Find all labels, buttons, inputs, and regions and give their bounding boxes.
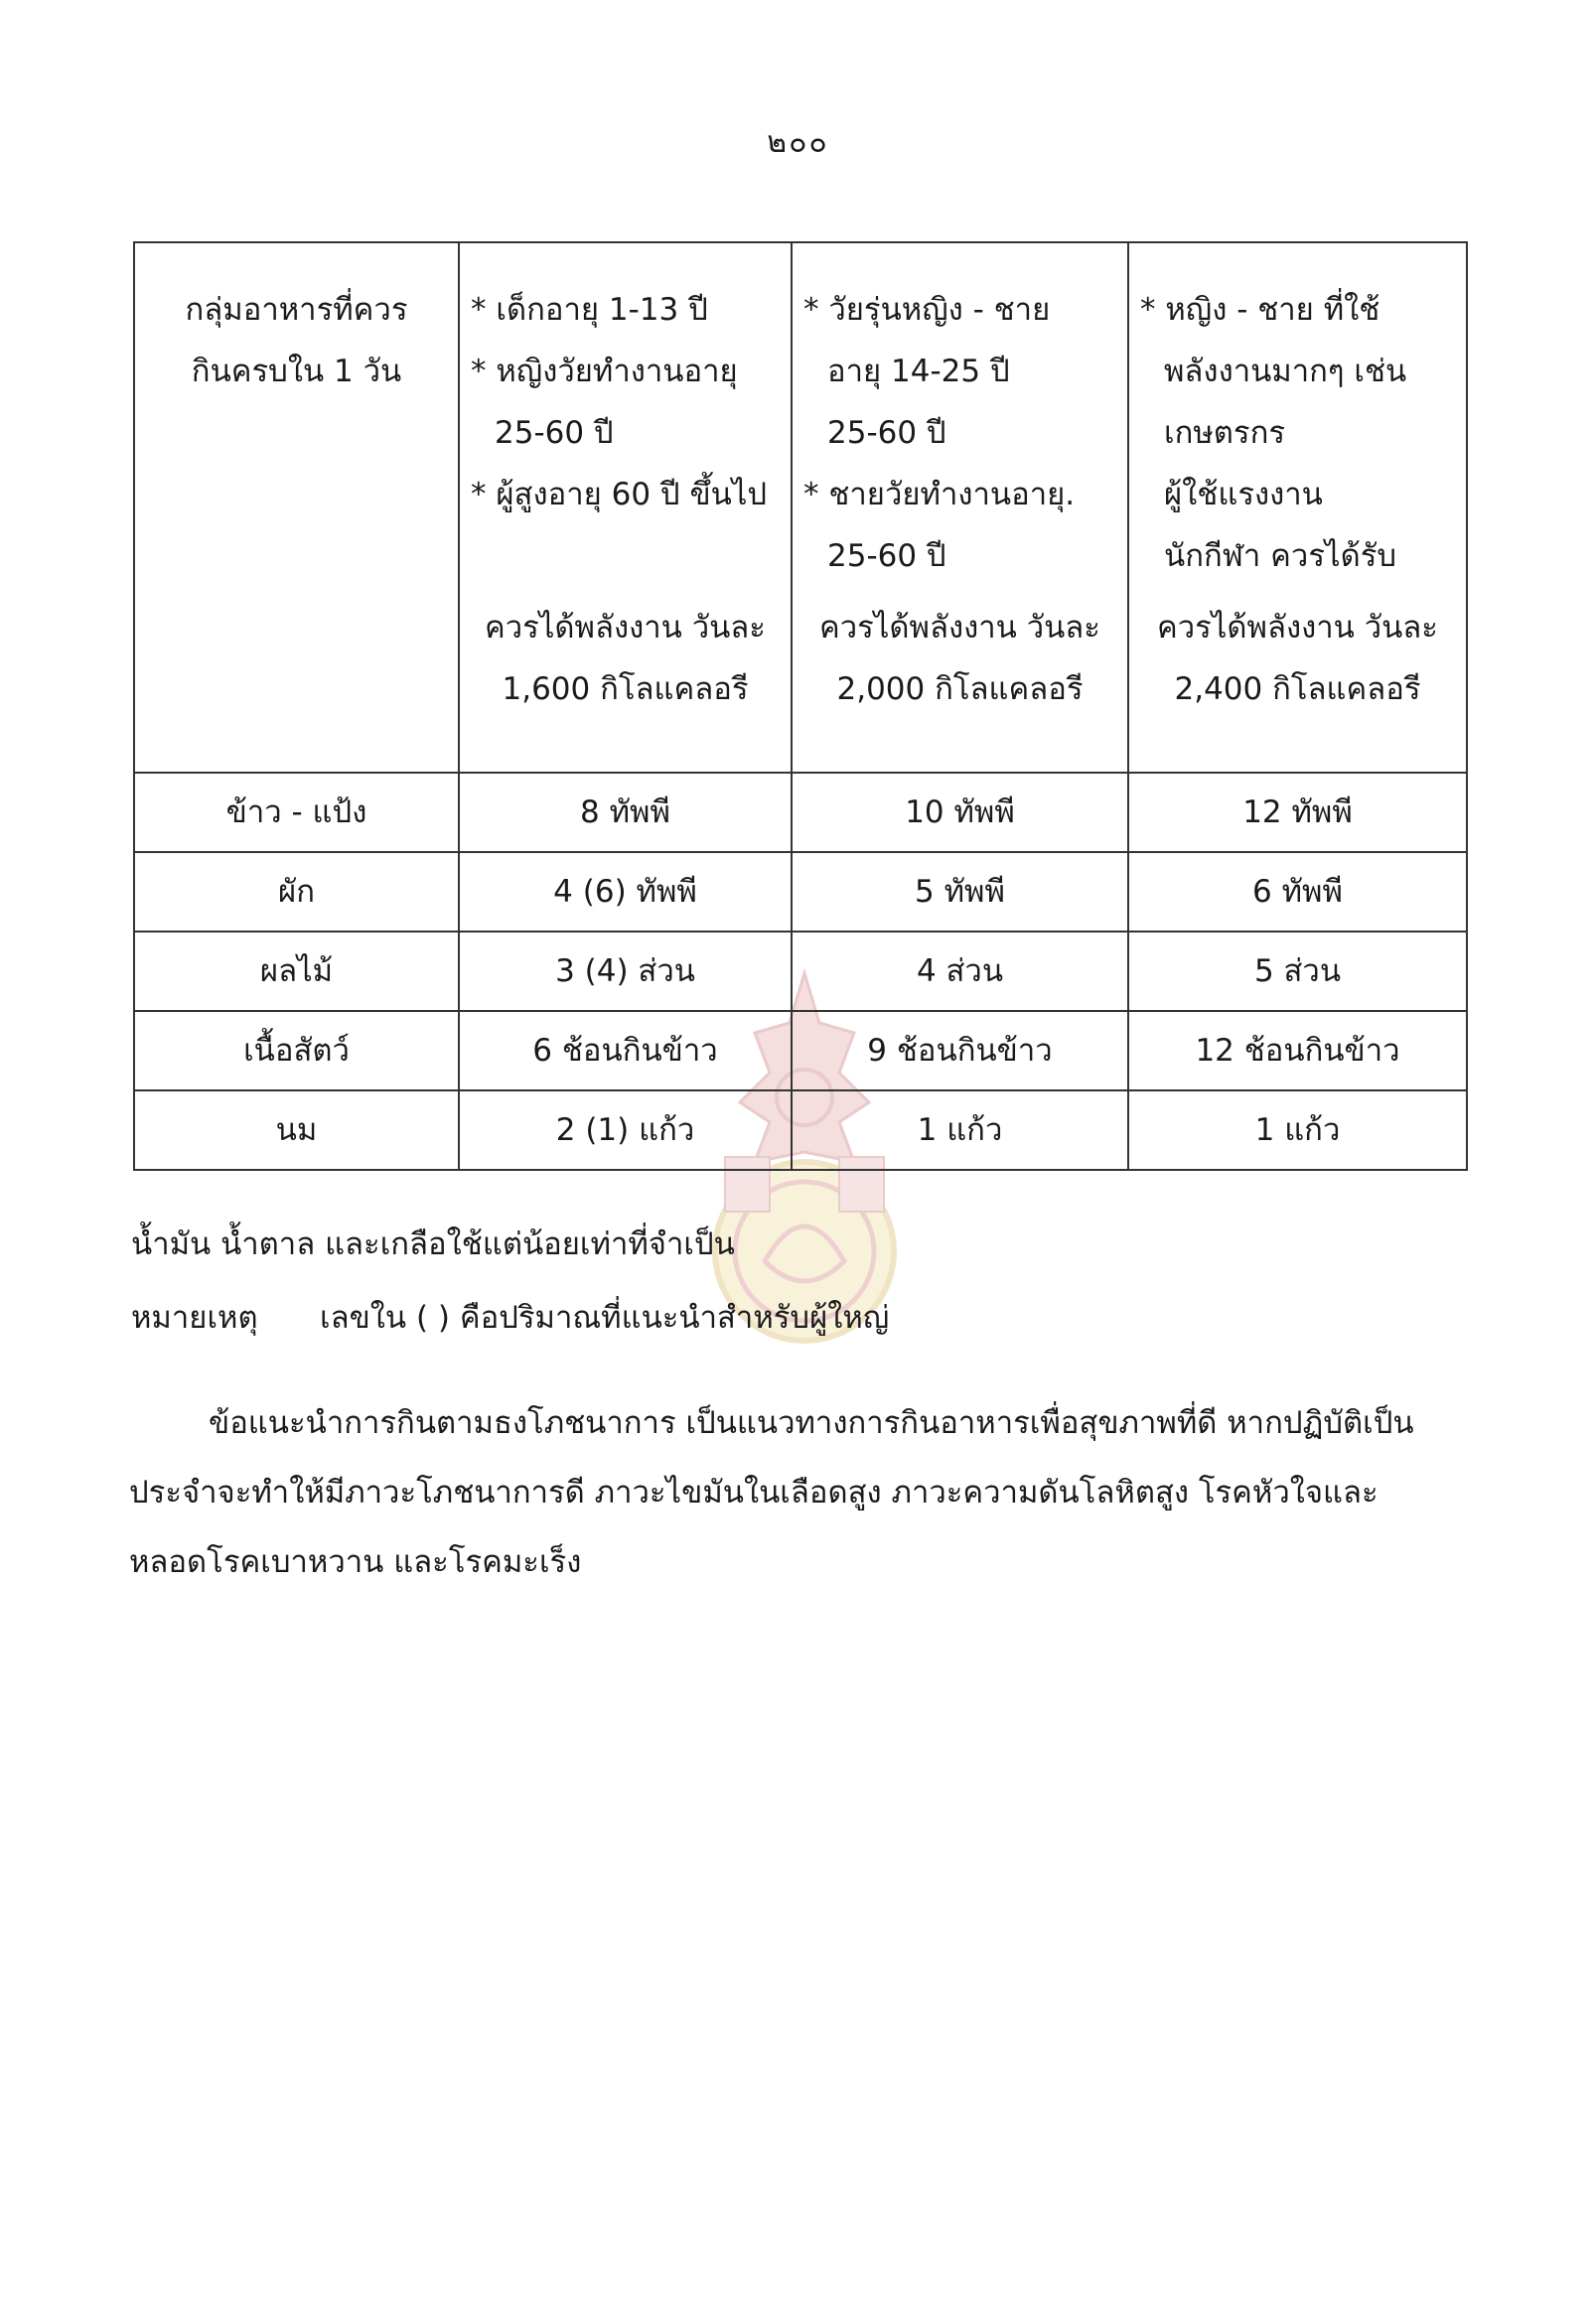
note-text: เลขใน ( ) คือปริมาณที่แนะนำสำหรับผู้ใหญ่ xyxy=(320,1300,890,1336)
header-col1-line: * เด็กอายุ 1-13 ปี xyxy=(471,292,708,328)
header-col1-line: * หญิงวัยทำงานอายุ xyxy=(471,354,738,389)
group-cell: ข้าว - แป้ง xyxy=(134,773,459,852)
notes-block xyxy=(131,1208,889,1355)
header-col1-cell xyxy=(459,242,792,773)
col3-cell: 1 แก้ว xyxy=(1128,1090,1467,1170)
note-line-remark xyxy=(131,1281,889,1355)
col1-cell: 3 (4) ส่วน xyxy=(459,932,792,1011)
energy-line: 2,000 กิโลแคลอรี xyxy=(836,671,1084,707)
col1-cell: 8 ทัพพี xyxy=(459,773,792,852)
header-col3-line: * หญิง - ชาย ที่ใช้ xyxy=(1140,292,1380,328)
col1-cell: 2 (1) แก้ว xyxy=(459,1090,792,1170)
header-col2-line: 25-60 ปี xyxy=(827,538,946,574)
header-col3-line: นักกีฬา ควรได้รับ xyxy=(1164,538,1397,574)
food-group-table xyxy=(133,241,1468,1171)
header-col2-line: 25-60 ปี xyxy=(827,415,946,451)
header-group-line: กลุ่มอาหารที่ควร xyxy=(185,292,408,328)
col3-cell: 5 ส่วน xyxy=(1128,932,1467,1011)
paragraph-line: หลอดโรคเบาหวาน และโรคมะเร็ง xyxy=(129,1544,582,1580)
col1-cell: 4 (6) ทัพพี xyxy=(459,852,792,932)
table-row xyxy=(134,852,1467,932)
header-group-cell xyxy=(134,242,459,773)
col1-cell: 6 ช้อนกินข้าว xyxy=(459,1011,792,1090)
group-cell: นม xyxy=(134,1090,459,1170)
header-col3-line: พลังงานมากๆ เช่น xyxy=(1164,354,1407,389)
page-number: ๒๐๐ xyxy=(767,125,829,160)
advice-paragraph xyxy=(129,1388,1456,1597)
energy-line: 2,400 กิโลแคลอรี xyxy=(1174,671,1421,707)
group-cell: ผัก xyxy=(134,852,459,932)
table-row xyxy=(134,1011,1467,1090)
table-row xyxy=(134,773,1467,852)
header-col1-energy xyxy=(461,597,790,720)
header-col3-line: เกษตรกร xyxy=(1164,415,1286,451)
col2-cell: 10 ทัพพี xyxy=(792,773,1128,852)
header-col3-line: ผู้ใช้แรงงาน xyxy=(1164,477,1323,512)
note-label: หมายเหตุ xyxy=(131,1300,258,1336)
energy-line: ควรได้พลังงาน วันละ xyxy=(485,610,766,646)
header-col3-cell xyxy=(1128,242,1467,773)
header-col3-energy xyxy=(1130,597,1465,720)
paragraph-line: ประจำจะทำให้มีภาวะโภชนาการดี ภาวะไขมันในเลือดสูง ภาวะความดันโลหิตสูง โรคหัวใจและ xyxy=(129,1475,1378,1511)
header-col2-energy xyxy=(794,597,1126,720)
energy-line: ควรได้พลังงาน วันละ xyxy=(1157,610,1438,646)
col2-cell: 5 ทัพพี xyxy=(792,852,1128,932)
header-group-line: กินครบใน 1 วัน xyxy=(191,354,402,389)
table-row xyxy=(134,932,1467,1011)
header-col2-cell xyxy=(792,242,1128,773)
col3-cell: 12 ทัพพี xyxy=(1128,773,1467,852)
energy-line: 1,600 กิโลแคลอรี xyxy=(502,671,749,707)
header-col2-line: อายุ 14-25 ปี xyxy=(827,354,1010,389)
table-header-row xyxy=(134,242,1467,773)
header-col1-line: 25-60 ปี xyxy=(495,415,614,451)
header-col2-line: * วัยรุ่นหญิง - ชาย xyxy=(803,292,1051,328)
paragraph-line: ข้อแนะนำการกินตามธงโภชนาการ เป็นแนวทางการกินอาหารเพื่อสุขภาพที่ดี หากปฏิบัติเป็น xyxy=(209,1405,1414,1441)
header-col1-line: * ผู้สูงอายุ 60 ปี ขึ้นไป xyxy=(471,477,768,512)
col3-cell: 12 ช้อนกินข้าว xyxy=(1128,1011,1467,1090)
col2-cell: 4 ส่วน xyxy=(792,932,1128,1011)
col2-cell: 9 ช้อนกินข้าว xyxy=(792,1011,1128,1090)
col3-cell: 6 ทัพพี xyxy=(1128,852,1467,932)
header-col2-line: * ชายวัยทำงานอายุ. xyxy=(803,477,1076,512)
table-row xyxy=(134,1090,1467,1170)
col2-cell: 1 แก้ว xyxy=(792,1090,1128,1170)
energy-line: ควรได้พลังงาน วันละ xyxy=(819,610,1100,646)
note-line-oil: น้ำมัน น้ำตาล และเกลือใช้แต่น้อยเท่าที่จำเป็น xyxy=(131,1226,735,1262)
group-cell: ผลไม้ xyxy=(134,932,459,1011)
group-cell: เนื้อสัตว์ xyxy=(134,1011,459,1090)
